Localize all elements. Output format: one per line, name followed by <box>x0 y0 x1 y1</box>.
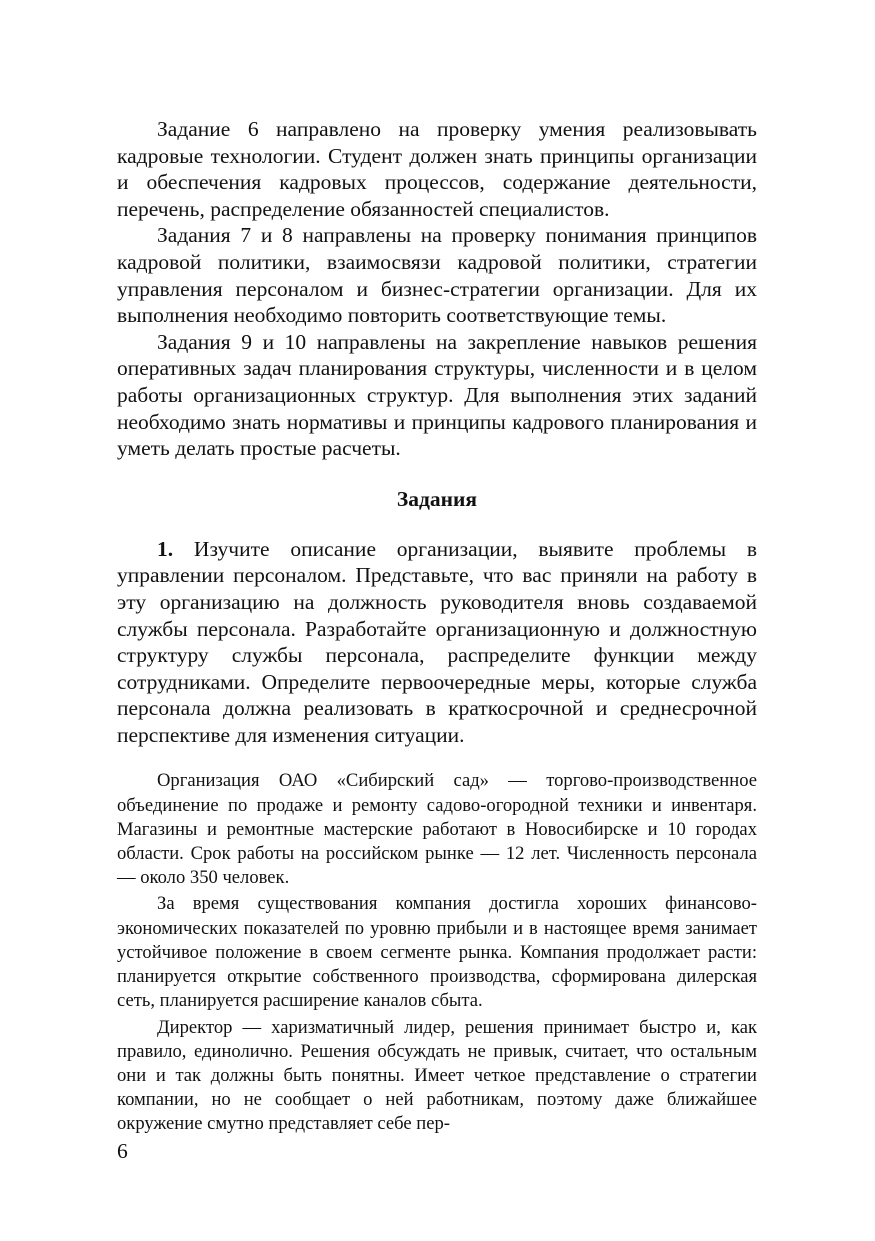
intro-paragraph-3: Задания 9 и 10 направлены на закрепление навыков решения оперативных задач планирования структуры, численности и в целом работы организационных структур. Для выполнения этих заданий необходимо знать нормативы и принципы кадрового планирования и уметь делать простые расчеты. <box>117 329 757 461</box>
task-1-text: Изучите описание организации, выявите проблемы в управлении персоналом. Представьте, что вас приняли на работу в эту организацию на должность руководителя вновь создаваемой службы персонала. Разработайте организационную и должностную структуру службы персонала, распределите функции между сотрудниками. Определите первоочередные меры, которые служба персонала должна реализовать в краткосрочной и среднесрочной перспективе для изменения ситуации. <box>117 536 757 747</box>
intro-paragraph-1: Задание 6 направлено на проверку умения реализовывать кадровые технологии. Студент должен знать принципы организации и обеспечения кадровых процессов, содержание деятельности, перечень, распределение обязанностей специалистов. <box>117 117 757 221</box>
task-1-number: 1. <box>157 536 174 561</box>
page-body <box>117 116 757 1137</box>
task-1-paragraph <box>117 536 757 749</box>
intro-paragraph-2: Задания 7 и 8 направлены на проверку понимания принципов кадровой политики, взаимосвязи кадровой политики, стратегии управления персоналом и бизнес-стратегии организации. Для их выполнения необходимо повторить соответствующие темы. <box>117 223 757 328</box>
case-paragraph-1: Организация ОАО «Сибирский сад» — торгово-производственное объединение по продаже и ремонту садово-огородной техники и инвентаря. Магазины и ремонтные мастерские работают в Новосибирске и 10 городах области. Срок работы на российском рынке — 12 лет. Численность персонала — около 350 человек. <box>117 770 757 889</box>
page-number: 6 <box>117 1139 128 1163</box>
section-heading: Задания <box>396 486 478 511</box>
case-paragraph-2: За время существования компания достигла хороших финансово-экономических показателей по уровню прибыли и в настоящее время занимает устойчивое положение в своем сегменте рынка. Компания продолжает расти: планируется открытие собственного производства, сформирована дилерская сеть, планируется расширение каналов сбыта. <box>117 893 757 1012</box>
case-description <box>117 769 757 1136</box>
case-paragraph-3: Директор — харизматичный лидер, решения принимает быстро и, как правило, единолично. Решения обсуждать не привык, считает, что остальным они и так должны быть понятны. Имеет четкое представление о стратегии компании, но не сообщает о ней работникам, поэтому даже ближайшее окружение смутно представляет себе пер- <box>117 1016 757 1135</box>
